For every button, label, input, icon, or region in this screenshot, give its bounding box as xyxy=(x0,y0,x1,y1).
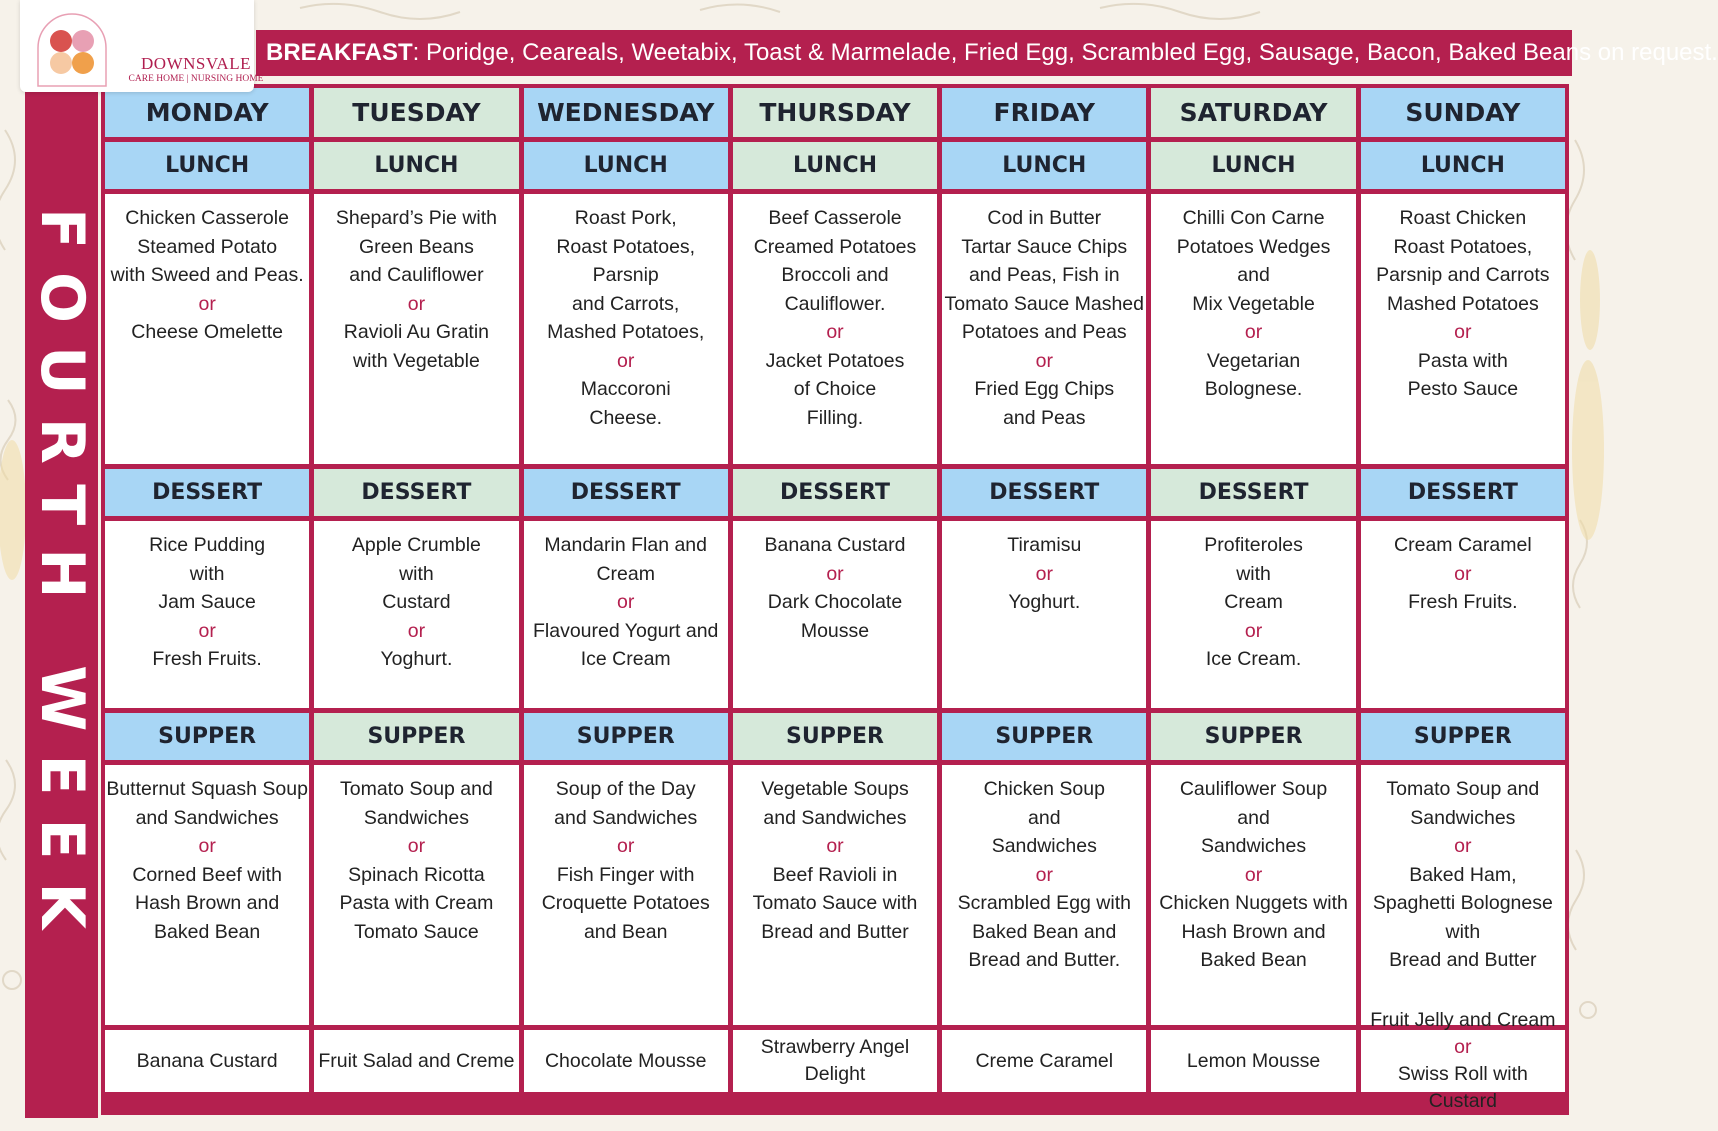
supper-option: Fish Finger with Croquette Potatoes and Bean xyxy=(541,863,710,943)
lunch-option: Maccoroni Cheese. xyxy=(580,378,671,429)
dessert-option: Dark Chocolate Mousse xyxy=(767,591,903,642)
lunch-option: Vegetarian Bolognese. xyxy=(1204,349,1303,400)
evening-treat-option: Fruit Jelly and Cream xyxy=(1370,1009,1556,1031)
supper-option: Tomato Soup and Sandwiches xyxy=(339,778,493,829)
lunch-option: Ravioli Au Gratin with Vegetable xyxy=(343,321,490,372)
supper-cell-thursday xyxy=(733,765,937,1025)
lunch-option: Roast Chicken Roast Potatoes, Parsnip and Carrots Mashed Potatoes xyxy=(1376,207,1550,315)
lunch-option: Pasta with Pesto Sauce xyxy=(1407,349,1519,400)
dessert-option: Flavoured Yogurt and Ice Cream xyxy=(533,619,719,670)
or-separator: or xyxy=(1035,349,1053,372)
dessert-header-thursday: DESSERT xyxy=(733,469,937,516)
supper-cell-friday xyxy=(942,765,1146,1025)
lunch-header-friday: LUNCH xyxy=(942,142,1146,189)
or-separator: or xyxy=(1454,562,1472,585)
supper-header-monday: SUPPER xyxy=(105,713,309,760)
supper-cell-wednesday xyxy=(524,765,728,1025)
brand-name: DOWNSVALE xyxy=(141,54,251,73)
evening-treat-text xyxy=(1365,1007,1561,1115)
or-separator: or xyxy=(826,562,844,585)
evening-treat-option: Swiss Roll with Custard xyxy=(1397,1063,1528,1112)
day-header-tuesday: TUESDAY xyxy=(314,88,518,137)
dessert-option: Ice Cream. xyxy=(1205,648,1302,670)
supper-header-sunday: SUPPER xyxy=(1361,713,1565,760)
dessert-header-monday: DESSERT xyxy=(105,469,309,516)
or-separator: or xyxy=(1454,835,1472,857)
or-separator: or xyxy=(198,835,216,857)
supper-option: Beef Ravioli in Tomato Sauce with Bread and Butter xyxy=(752,863,918,943)
supper-header-wednesday: SUPPER xyxy=(524,713,728,760)
or-separator: or xyxy=(1454,321,1472,343)
or-separator: or xyxy=(1454,1036,1472,1058)
lunch-option: Shepard’s Pie with Green Beans and Cauliflower xyxy=(335,207,497,286)
lunch-cell-saturday xyxy=(1151,194,1355,464)
or-separator: or xyxy=(407,292,426,315)
or-separator: or xyxy=(198,619,216,642)
dessert-option: Tiramisu xyxy=(1007,534,1082,556)
dessert-option: Profiteroles with Cream xyxy=(1204,534,1303,613)
supper-option: Tomato Soup and Sandwiches xyxy=(1386,778,1540,829)
evening-treat-saturday: Lemon Mousse xyxy=(1151,1030,1355,1092)
day-header-saturday: SATURDAY xyxy=(1151,88,1355,137)
week-title: FOURTH WEEK xyxy=(27,208,97,952)
lunch-cell-monday xyxy=(105,194,309,464)
or-separator: or xyxy=(617,835,635,857)
dessert-option: Cream Caramel xyxy=(1394,534,1532,556)
lunch-header-thursday: LUNCH xyxy=(733,142,937,189)
breakfast-banner xyxy=(256,30,1718,76)
lunch-option: Chicken Casserole Steamed Potato with Sweed and Peas. xyxy=(110,207,304,286)
evening-treat-tuesday: Fruit Salad and Creme xyxy=(314,1030,518,1092)
lunch-header-monday: LUNCH xyxy=(105,142,309,189)
dessert-cell-wednesday xyxy=(524,521,728,708)
supper-cell-tuesday xyxy=(314,765,518,1025)
lunch-option: Beef Casserole Creamed Potatoes Broccoli and Cauliflower. xyxy=(753,207,917,315)
evening-treat-friday: Creme Caramel xyxy=(942,1030,1146,1092)
supper-option: Butternut Squash Soup and Sandwiches xyxy=(106,778,308,829)
supper-option: Cauliflower Soup and Sandwiches xyxy=(1179,778,1328,857)
supper-header-friday: SUPPER xyxy=(942,713,1146,760)
or-separator: or xyxy=(617,349,635,372)
dessert-cell-sunday xyxy=(1361,521,1565,708)
weekly-menu-grid xyxy=(101,84,1569,1115)
dessert-cell-monday xyxy=(105,521,309,708)
clover-logo-icon xyxy=(30,14,114,88)
lunch-option: Jacket Potatoes of Choice Filling. xyxy=(765,349,905,429)
supper-option: Corned Beef with Hash Brown and Baked Bean xyxy=(132,863,282,943)
or-separator: or xyxy=(1244,321,1263,343)
breakfast-label: BREAKFAST xyxy=(266,39,413,66)
lunch-option: Roast Pork, Roast Potatoes, Parsnip and Carrots, Mashed Potatoes, xyxy=(547,207,705,343)
lunch-cell-sunday xyxy=(1361,194,1565,464)
lunch-cell-wednesday xyxy=(524,194,728,464)
lunch-header-saturday: LUNCH xyxy=(1151,142,1355,189)
supper-option: Spinach Ricotta Pasta with Cream Tomato Sauce xyxy=(339,863,494,943)
or-separator: or xyxy=(407,619,426,642)
supper-option: Scrambled Egg with Baked Bean and Bread and Butter. xyxy=(957,892,1131,971)
lunch-option: Chilli Con Carne Potatoes Wedges and Mix Vegetable xyxy=(1176,207,1331,315)
lunch-cell-thursday xyxy=(733,194,937,464)
dessert-option: Mandarin Flan and Cream xyxy=(544,534,707,585)
or-separator: or xyxy=(407,835,426,857)
breakfast-items: : Poridge, Ceareals, Weetabix, Toast & Marmelade, Fried Egg, Scrambled Egg, Sausage, Bacon, Baked Beans on request. xyxy=(412,39,1718,66)
evening-treat-wednesday: Chocolate Mousse xyxy=(524,1030,728,1092)
logo-panel xyxy=(20,0,264,92)
lunch-option: Cheese Omelette xyxy=(131,321,284,343)
day-header-monday: MONDAY xyxy=(105,88,309,137)
dessert-cell-saturday xyxy=(1151,521,1355,708)
dessert-option: Fresh Fruits. xyxy=(1408,591,1518,613)
lunch-option: Cod in Butter Tartar Sauce Chips and Peas, Fish in Tomato Sauce Mashed Potatoes and Peas xyxy=(944,207,1144,343)
dessert-header-tuesday: DESSERT xyxy=(314,469,518,516)
dessert-option: Yoghurt. xyxy=(1008,591,1081,613)
or-separator: or xyxy=(1035,863,1053,886)
or-separator: or xyxy=(198,292,216,315)
supper-header-saturday: SUPPER xyxy=(1151,713,1355,760)
lunch-header-wednesday: LUNCH xyxy=(524,142,728,189)
brand-tagline: CARE HOME | NURSING HOME xyxy=(128,74,264,84)
dessert-option: Banana Custard xyxy=(764,534,906,556)
day-header-wednesday: WEDNESDAY xyxy=(524,88,728,137)
dessert-option: Fresh Fruits. xyxy=(152,648,262,670)
evening-treat-thursday: Strawberry Angel Delight xyxy=(733,1030,937,1092)
day-header-friday: FRIDAY xyxy=(942,88,1146,137)
dessert-header-friday: DESSERT xyxy=(942,469,1146,516)
supper-option: Vegetable Soups and Sandwiches xyxy=(761,778,909,829)
lunch-option: Fried Egg Chips and Peas xyxy=(974,378,1115,429)
supper-cell-sunday xyxy=(1361,765,1565,1025)
dessert-header-wednesday: DESSERT xyxy=(524,469,728,516)
or-separator: or xyxy=(1035,562,1053,585)
dessert-cell-friday xyxy=(942,521,1146,708)
supper-cell-saturday xyxy=(1151,765,1355,1025)
or-separator: or xyxy=(826,321,844,343)
dessert-header-sunday: DESSERT xyxy=(1361,469,1565,516)
dessert-cell-thursday xyxy=(733,521,937,708)
or-separator: or xyxy=(1244,619,1263,642)
supper-option: Chicken Soup and Sandwiches xyxy=(983,778,1105,857)
evening-treat-sunday xyxy=(1361,1009,1565,1112)
supper-option: Chicken Nuggets with Hash Brown and Baked Bean xyxy=(1159,892,1348,971)
dessert-option: Apple Crumble with Custard xyxy=(351,534,481,613)
day-header-thursday: THURSDAY xyxy=(733,88,937,137)
day-header-sunday: SUNDAY xyxy=(1361,88,1565,137)
dessert-option: Rice Pudding with Jam Sauce xyxy=(149,534,266,613)
supper-header-thursday: SUPPER xyxy=(733,713,937,760)
dessert-cell-tuesday xyxy=(314,521,518,708)
or-separator: or xyxy=(826,835,844,857)
or-separator: or xyxy=(617,591,635,613)
supper-option: Baked Ham, Spaghetti Bolognese with Bread and Butter xyxy=(1372,863,1553,971)
or-separator: or xyxy=(1244,863,1263,886)
supper-option: Soup of the Day and Sandwiches xyxy=(554,778,698,829)
dessert-option: Yoghurt. xyxy=(380,648,453,670)
supper-cell-monday xyxy=(105,765,309,1025)
lunch-header-tuesday: LUNCH xyxy=(314,142,518,189)
lunch-cell-friday xyxy=(942,194,1146,464)
evening-treat-monday: Banana Custard xyxy=(105,1030,309,1092)
lunch-cell-tuesday xyxy=(314,194,518,464)
supper-header-tuesday: SUPPER xyxy=(314,713,518,760)
dessert-header-saturday: DESSERT xyxy=(1151,469,1355,516)
lunch-header-sunday: LUNCH xyxy=(1361,142,1565,189)
